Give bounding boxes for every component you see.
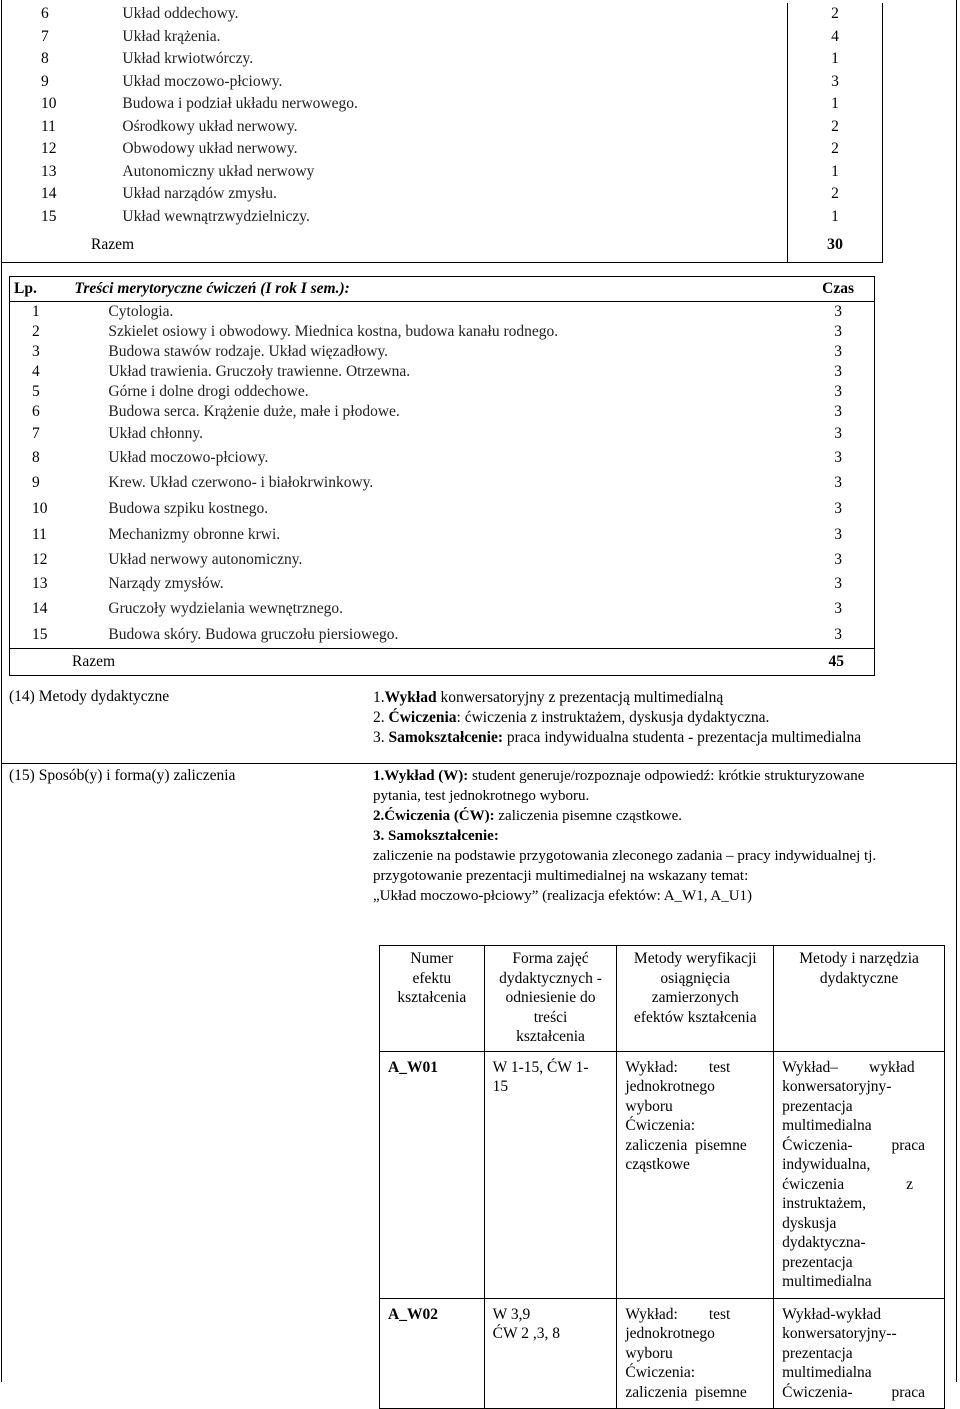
table-row	[2, 206, 883, 229]
row-number: 13	[41, 162, 57, 180]
table-row	[2, 71, 883, 94]
row-topic: Układ nerwowy autonomiczny.	[108, 551, 303, 568]
assessment-label-num: (15)	[9, 767, 35, 784]
table-row	[10, 422, 875, 446]
row-topic: Cytologia.	[108, 303, 174, 320]
row-number: 12	[32, 551, 48, 568]
cell-line: multimedialna	[782, 1117, 872, 1134]
row-number: 8	[41, 50, 49, 67]
cell-line: prezentacja	[782, 1253, 853, 1271]
row-hours: 2	[788, 116, 883, 139]
row-topic: Autonomiczny układ nerwowy	[122, 162, 315, 180]
table-row	[2, 48, 883, 71]
row-number: 6	[32, 403, 40, 420]
header-line: dydaktycznych -	[499, 969, 602, 987]
header-line: Numer	[410, 950, 454, 967]
cell-line: zaliczenia pisemne	[625, 1383, 747, 1401]
cell-line: Ćwiczenia- praca	[782, 1136, 926, 1154]
row-topic: Układ moczowo-płciowy.	[122, 72, 283, 90]
row-hours: 3	[834, 500, 842, 517]
row-number: 15	[41, 207, 57, 225]
header-line: treści	[533, 1008, 568, 1026]
row-topic: Górne i dolne drogi oddechowe.	[108, 383, 309, 400]
effect-verification	[617, 1051, 774, 1298]
table-row	[10, 302, 875, 323]
row-hours: 3	[834, 343, 842, 360]
table-row	[10, 322, 875, 342]
cell-line: Wykład: test	[625, 1058, 731, 1076]
row-hours: 2	[788, 183, 883, 206]
cell-line: Wykład: test	[625, 1305, 731, 1323]
effects-header-row	[380, 946, 945, 1052]
row-topic: Krew. Układ czerwono- i białokrwinkowy.	[108, 474, 374, 491]
table-row	[10, 548, 875, 572]
table-row	[2, 26, 883, 49]
effects-header-cell	[484, 946, 617, 1052]
effect-forms	[484, 1051, 617, 1298]
total-label: Razem	[10, 649, 776, 676]
assessment-label	[9, 767, 235, 785]
row-number: 13	[32, 575, 48, 592]
cell-line: Wykład-wykład	[782, 1305, 882, 1323]
row-topic: Układ chłonny.	[108, 425, 203, 442]
row-number: 11	[32, 526, 47, 543]
row-number: 6	[41, 5, 49, 22]
effects-header-cell	[380, 946, 485, 1052]
row-topic: Mechanizmy obronne krwi.	[108, 526, 281, 543]
methods-content: 1.Wykład konwersatoryjny z prezentacją multimedialną 2. Ćwiczenia: ćwiczenia z instruktażem, dyskusja dydaktyczna. 3. Samokształcenie: praca indywidualna studenta - prezentacja multimedialna	[373, 689, 862, 746]
row-number: 12	[41, 140, 57, 157]
row-topic: Szkielet osiowy i obwodowy. Miednica kostna, budowa kanału rodnego.	[108, 323, 559, 340]
cell-line: instruktażem,	[782, 1195, 867, 1212]
assessment-label-text: Sposób(y) i forma(y) zaliczenia	[38, 767, 236, 784]
cell-line: zaliczenia pisemne	[625, 1136, 747, 1154]
row-number: 8	[32, 449, 40, 466]
row-number: 5	[32, 383, 40, 400]
row-number: 3	[32, 343, 40, 360]
row-topic: Układ trawienia. Gruczoły trawienne. Otrzewna.	[108, 363, 411, 380]
row-hours: 3	[834, 363, 842, 380]
table-row	[10, 402, 875, 422]
row-number: 10	[32, 500, 48, 517]
effects-header-cell	[774, 946, 945, 1052]
header-line: odniesienie do	[505, 989, 596, 1006]
cell-line: Ćwiczenia- praca	[782, 1383, 926, 1401]
methods-label	[9, 688, 169, 706]
row-hours: 1	[788, 161, 883, 184]
row-topic: Układ krwiotwórczy.	[122, 50, 254, 67]
effects-row	[380, 1298, 945, 1409]
header-line: dydaktyczne	[819, 969, 899, 987]
cell-line: dyskusja	[782, 1214, 837, 1232]
cell-line: cząstkowe	[625, 1156, 690, 1173]
table-row	[10, 572, 875, 596]
table-row	[10, 342, 875, 362]
effects-header-cell	[617, 946, 774, 1052]
row-topic: Układ krążenia.	[122, 27, 221, 45]
cell-line: Ćwiczenia:	[625, 1364, 696, 1381]
row-number: 10	[41, 95, 57, 112]
row-topic: Budowa i podział układu nerwowego.	[122, 95, 358, 112]
row-topic: Budowa szpiku kostnego.	[108, 500, 269, 517]
row-hours: 3	[834, 474, 842, 491]
row-number: 11	[41, 117, 56, 135]
header-row	[10, 277, 875, 302]
row-hours: 3	[834, 323, 842, 340]
cell-line: Wykład– wykład	[782, 1058, 915, 1076]
lecture-topics-table	[1, 3, 883, 263]
total-row	[10, 649, 875, 676]
table-row	[10, 596, 875, 622]
total-value: 45	[776, 649, 875, 676]
header-line: Forma zajęć	[512, 950, 589, 967]
table-row	[2, 161, 883, 184]
row-hours: 3	[834, 403, 842, 420]
cell-line: wyboru	[625, 1097, 673, 1115]
header-time: Czas	[776, 277, 875, 302]
header-line: Metody i narzędzia	[799, 950, 919, 967]
row-topic: Budowa serca. Krążenie duże, małe i płodowe.	[108, 403, 400, 420]
row-number: 14	[32, 600, 48, 617]
effects-row	[380, 1051, 945, 1298]
header-lp: Lp.	[10, 277, 97, 302]
cell-line: ćwiczenia z	[782, 1175, 913, 1193]
effect-code: A_W01	[380, 1051, 485, 1298]
cell-line: ĆW 2 ,3, 8	[492, 1325, 560, 1342]
table-row	[2, 93, 883, 116]
table-row	[2, 138, 883, 161]
table-row	[10, 446, 875, 470]
effect-tools	[774, 1051, 945, 1298]
row-topic: Układ oddechowy.	[122, 5, 239, 22]
row-number: 14	[41, 185, 57, 202]
table-row	[10, 382, 875, 402]
row-topic: Obwodowy układ nerwowy.	[122, 140, 298, 157]
row-hours: 3	[834, 626, 842, 643]
header-title: Treści merytoryczne ćwiczeń (I rok I sem.):	[70, 277, 749, 302]
row-hours: 3	[834, 551, 842, 568]
row-topic: Narządy zmysłów.	[108, 575, 224, 592]
cell-line: multimedialna	[782, 1273, 872, 1290]
row-number: 7	[32, 425, 40, 442]
effect-forms	[484, 1298, 617, 1409]
total-label: Razem	[91, 236, 135, 253]
row-hours: 3	[834, 449, 842, 466]
cell-line: indywidualna,	[782, 1156, 871, 1173]
header-line: kształcenia	[516, 1028, 585, 1045]
effect-tools	[774, 1298, 945, 1409]
row-hours: 4	[788, 26, 883, 49]
methods-label-num: (14)	[9, 688, 35, 705]
header-line: kształcenia	[397, 989, 467, 1006]
header-line: osiągnięcia	[660, 969, 731, 987]
table-row	[10, 522, 875, 548]
cell-line: 15	[492, 1078, 509, 1095]
row-number: 15	[32, 626, 48, 643]
row-number: 9	[32, 474, 40, 491]
row-hours: 3	[834, 383, 842, 400]
row-number: 4	[32, 363, 40, 380]
row-hours: 3	[834, 425, 842, 442]
row-hours: 1	[788, 93, 883, 116]
cell-line: W 1-15, ĆW 1-	[492, 1058, 589, 1076]
row-hours: 1	[788, 206, 883, 229]
cell-line: konwersatoryjny-	[782, 1078, 892, 1095]
cell-line: jednokrotnego	[625, 1078, 715, 1095]
row-hours: 3	[834, 526, 842, 543]
cell-line: dydaktyczna-	[782, 1234, 866, 1251]
row-topic: Budowa stawów rodzaje. Układ więzadłowy.	[108, 343, 389, 360]
cell-line: W 3,9	[492, 1305, 531, 1323]
assessment-content: 1.Wykład (W): student generuje/rozpoznaje odpowiedź: krótkie strukturyzowane pytania, test jednokrotnego wyboru. 2.Ćwiczenia (ĆW): zaliczenia pisemne cząstkowe. 3. Samokształcenie: zaliczenie na podstawie przygotowania zleconego zadania – pracy indywidualnej tj. przygotowanie prezentacji multimedialnej na wskazany temat: „Układ moczowo-płciowy” (realizacja efektów: A_W1, A_U1)	[373, 768, 877, 904]
header-line: efektów kształcenia	[633, 1008, 757, 1026]
cell-line: wyboru	[625, 1344, 673, 1362]
row-topic: Układ moczowo-płciowy.	[108, 449, 269, 466]
row-hours: 3	[788, 71, 883, 94]
total-value: 30	[788, 228, 883, 263]
table-row	[2, 116, 883, 139]
table-row	[10, 470, 875, 496]
row-topic: Układ wewnątrzwydzielniczy.	[122, 207, 310, 225]
cell-line: jednokrotnego	[625, 1325, 715, 1342]
header-line: Metody weryfikacji	[633, 950, 757, 967]
header-line: efektu	[412, 969, 452, 987]
table-row	[10, 496, 875, 522]
section-divider	[1, 763, 956, 764]
row-topic: Gruczoły wydzielania wewnętrznego.	[108, 600, 343, 617]
table-row	[2, 183, 883, 206]
row-number: 7	[41, 27, 49, 45]
effect-verification	[617, 1298, 774, 1409]
cell-line: Ćwiczenia:	[625, 1117, 696, 1134]
row-hours: 2	[788, 138, 883, 161]
table-row	[10, 362, 875, 382]
row-hours: 1	[788, 48, 883, 71]
row-topic: Układ narządów zmysłu.	[122, 185, 277, 202]
row-hours: 3	[834, 600, 842, 617]
row-hours: 2	[788, 3, 883, 26]
header-line: zamierzonych	[651, 989, 739, 1006]
effect-code: A_W02	[380, 1298, 485, 1409]
cell-line: prezentacja	[782, 1344, 853, 1362]
row-topic: Ośrodkowy układ nerwowy.	[122, 117, 298, 135]
exercise-topics-table	[9, 276, 875, 676]
row-number: 1	[32, 303, 40, 320]
cell-line: prezentacja	[782, 1097, 853, 1115]
row-hours: 3	[834, 303, 842, 320]
total-row	[2, 228, 883, 263]
methods-label-text: Metody dydaktyczne	[38, 688, 170, 705]
row-topic: Budowa skóry. Budowa gruczołu piersiowego.	[108, 626, 399, 643]
row-hours: 3	[834, 575, 842, 592]
cell-line: multimedialna	[782, 1364, 872, 1381]
cell-line: konwersatoryjny--	[782, 1325, 897, 1342]
table-row	[10, 622, 875, 649]
row-number: 9	[41, 72, 49, 90]
table-row	[2, 3, 883, 26]
row-number: 2	[32, 323, 40, 340]
learning-effects-table	[379, 945, 945, 1409]
